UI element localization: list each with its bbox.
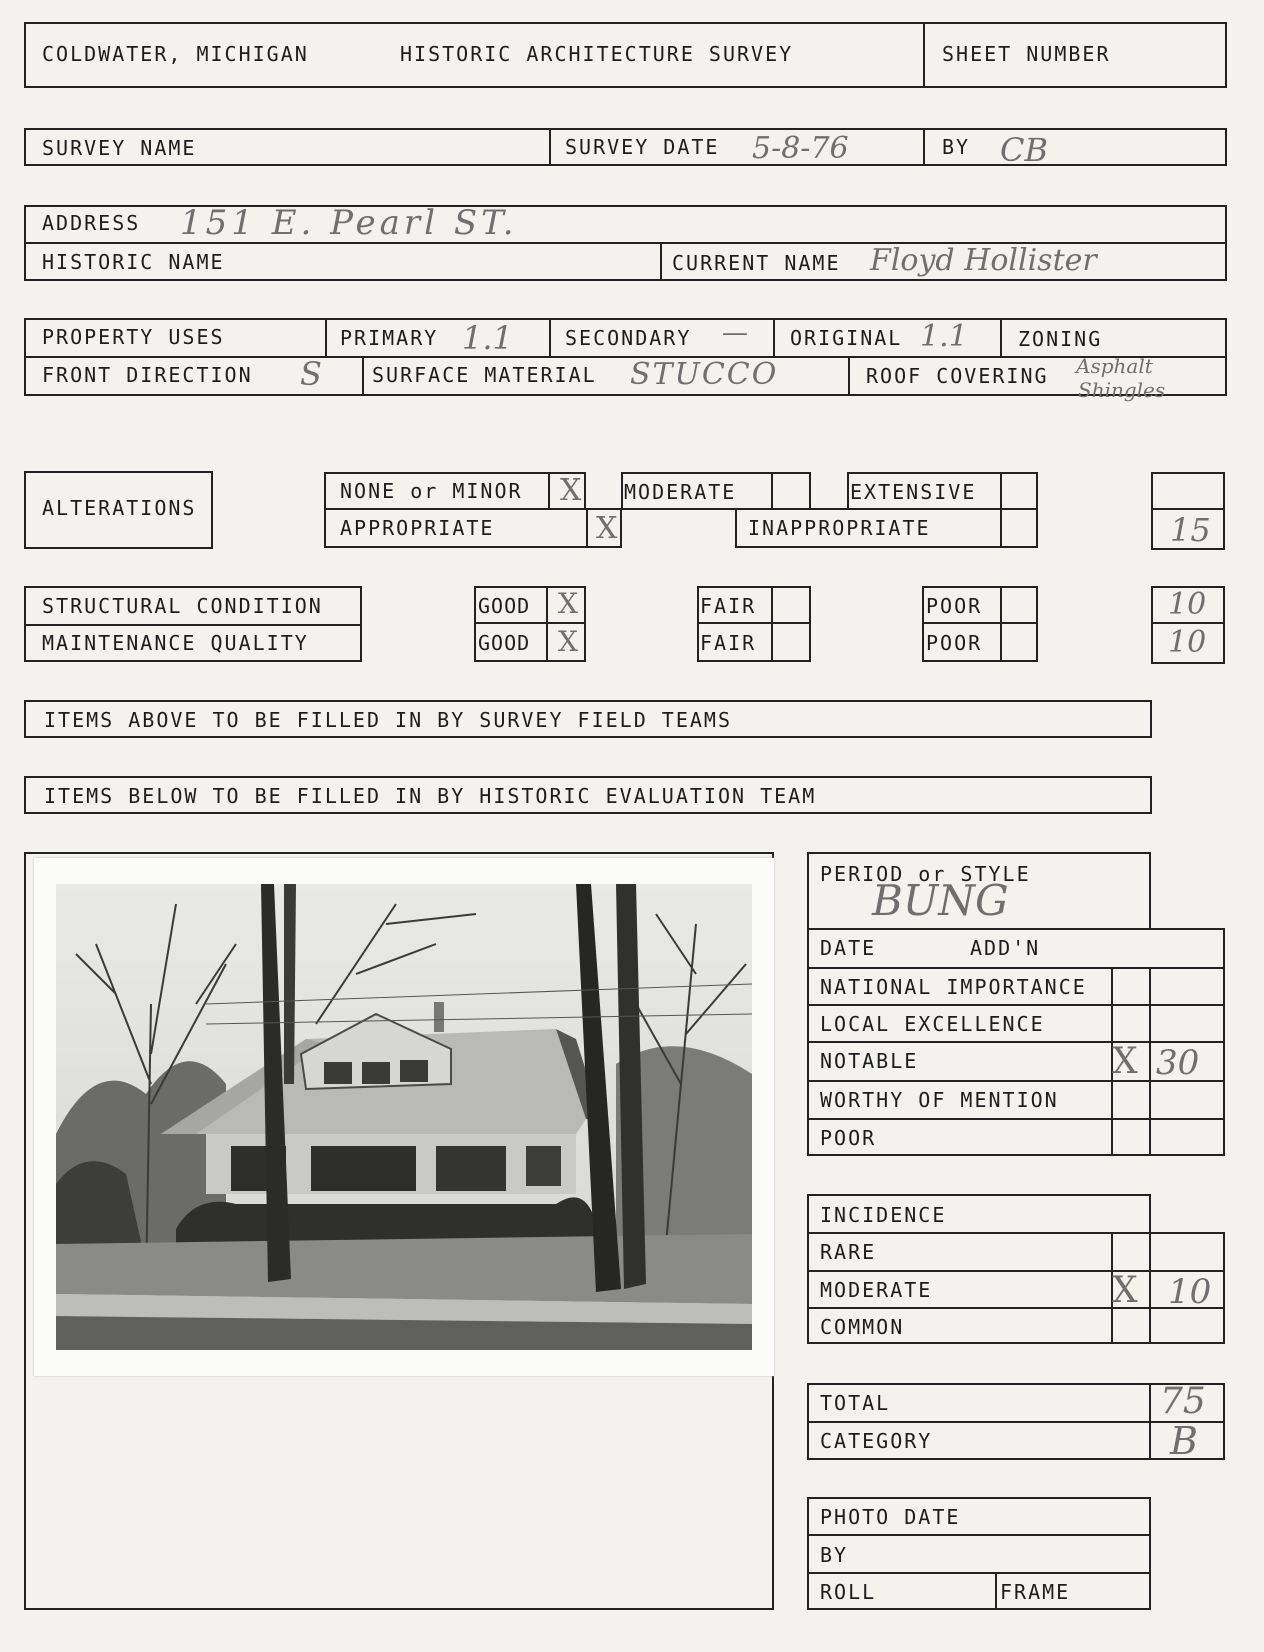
structural-fair-label: FAIR — [700, 594, 757, 618]
incidence-moderate-score: 10 — [1168, 1272, 1212, 1312]
photo-date-label: PHOTO DATE — [820, 1505, 961, 1529]
maintenance-quality-label: MAINTENANCE QUALITY — [42, 631, 309, 655]
survey-divider-1 — [549, 128, 551, 166]
structural-fair-check[interactable] — [771, 586, 811, 624]
zoning-label: ZONING — [1018, 327, 1103, 351]
roof-covering-value-2[interactable]: Shingles — [1078, 378, 1166, 402]
surface-material-value[interactable]: STUCCO — [630, 357, 779, 392]
maintenance-fair-label: FAIR — [700, 631, 757, 655]
period-label: PERIOD or STYLE — [820, 862, 1031, 886]
notable-label: NOTABLE — [820, 1049, 919, 1073]
notes-below: ITEMS BELOW TO BE FILLED IN BY HISTORIC EVALUATION TEAM — [44, 784, 817, 808]
appropriate-label: APPROPRIATE — [340, 516, 495, 540]
form-title: HISTORIC ARCHITECTURE SURVEY — [400, 42, 794, 66]
photo-info-row-1 — [807, 1534, 1151, 1536]
eval-col-2 — [1149, 967, 1151, 1156]
property-col-1 — [325, 318, 327, 356]
eval-poor-label: POOR — [820, 1126, 877, 1150]
photo-by-label: BY — [820, 1543, 849, 1567]
incidence-moderate-label: MODERATE — [820, 1278, 933, 1302]
alterations-label: ALTERATIONS — [42, 496, 197, 520]
primary-label: PRIMARY — [340, 326, 439, 350]
incidence-label: INCIDENCE — [820, 1203, 947, 1227]
property-col-6 — [848, 356, 850, 396]
property-col-4 — [1000, 318, 1002, 356]
category-value[interactable]: B — [1170, 1419, 1198, 1463]
original-label: ORIGINAL — [790, 326, 903, 350]
moderate-label: MODERATE — [624, 480, 737, 504]
notable-score: 30 — [1156, 1043, 1200, 1083]
condition-divider — [24, 624, 362, 626]
photo-info-col — [995, 1572, 997, 1610]
incidence-row-2 — [807, 1307, 1225, 1309]
survey-by-value[interactable]: CB — [1000, 131, 1048, 169]
current-name-label: CURRENT NAME — [672, 251, 841, 275]
incidence-row-1 — [807, 1270, 1225, 1272]
address-value[interactable]: 151 E. Pearl ST. — [180, 203, 518, 243]
sheet-number-label: SHEET NUMBER — [942, 42, 1111, 66]
primary-value[interactable]: 1.1 — [462, 319, 513, 357]
alterations-score-box-top — [1151, 472, 1225, 510]
structural-good-mark: X — [558, 587, 578, 620]
photo-info-row-2 — [807, 1572, 1151, 1574]
incidence-moderate-mark[interactable]: X — [1112, 1270, 1138, 1311]
original-value[interactable]: 1.1 — [920, 319, 968, 354]
none-minor-label: NONE or MINOR — [340, 479, 523, 503]
inappropriate-label: INAPPROPRIATE — [748, 516, 931, 540]
moderate-check[interactable] — [771, 472, 811, 510]
front-direction-label: FRONT DIRECTION — [42, 363, 253, 387]
national-importance-label: NATIONAL IMPORTANCE — [820, 975, 1087, 999]
survey-name-label: SURVEY NAME — [42, 136, 197, 160]
structural-score: 10 — [1168, 587, 1207, 622]
inappropriate-check[interactable] — [1000, 508, 1038, 548]
survey-divider-2 — [923, 128, 925, 166]
maintenance-score: 10 — [1168, 625, 1207, 660]
header-divider — [923, 22, 925, 88]
common-label: COMMON — [820, 1315, 905, 1339]
property-divider — [24, 356, 1227, 358]
eval-row-5 — [807, 1118, 1225, 1120]
roll-label: ROLL — [820, 1580, 877, 1604]
local-excellence-label: LOCAL EXCELLENCE — [820, 1012, 1045, 1036]
survey-by-label: BY — [942, 135, 971, 159]
survey-date-value[interactable]: 5-8-76 — [752, 131, 849, 166]
historic-name-label: HISTORIC NAME — [42, 250, 225, 274]
maintenance-good-mark: X — [558, 625, 578, 658]
notes-above: ITEMS ABOVE TO BE FILLED IN BY SURVEY FIELD TEAMS — [44, 708, 733, 732]
house-photo — [34, 858, 774, 1376]
notable-mark[interactable]: X — [1112, 1041, 1138, 1082]
total-label: TOTAL — [820, 1391, 891, 1415]
structural-good-label: GOOD — [478, 594, 531, 618]
none-minor-mark: X — [560, 473, 582, 508]
eval-row-2 — [807, 1004, 1225, 1006]
structural-condition-label: STRUCTURAL CONDITION — [42, 594, 323, 618]
property-col-2 — [549, 318, 551, 356]
category-label: CATEGORY — [820, 1429, 933, 1453]
frame-label: FRAME — [1000, 1580, 1071, 1604]
addn-label: ADD'N — [970, 936, 1041, 960]
date-label: DATE — [820, 936, 877, 960]
structural-poor-label: POOR — [926, 594, 983, 618]
secondary-label: SECONDARY — [565, 326, 692, 350]
incidence-col-2 — [1149, 1232, 1151, 1344]
period-value[interactable]: BUNG — [872, 876, 1009, 925]
front-direction-value[interactable]: S — [300, 355, 322, 393]
rare-label: RARE — [820, 1240, 877, 1264]
secondary-value[interactable]: — — [722, 318, 748, 348]
alterations-score: 15 — [1170, 511, 1211, 549]
structural-poor-check[interactable] — [1000, 586, 1038, 624]
eval-row-1 — [807, 967, 1225, 969]
maintenance-poor-check[interactable] — [1000, 622, 1038, 662]
address-label: ADDRESS — [42, 211, 141, 235]
survey-date-label: SURVEY DATE — [565, 135, 720, 159]
roof-covering-value-1[interactable]: Asphalt — [1076, 354, 1153, 378]
property-col-5 — [362, 356, 364, 396]
extensive-check[interactable] — [1000, 472, 1038, 510]
house-photo-image — [56, 884, 752, 1350]
city-label: COLDWATER, MICHIGAN — [42, 42, 309, 66]
total-value[interactable]: 75 — [1160, 1381, 1206, 1422]
surface-material-label: SURFACE MATERIAL — [372, 363, 597, 387]
appropriate-mark: X — [596, 511, 618, 546]
maintenance-poor-label: POOR — [926, 631, 983, 655]
property-uses-label: PROPERTY USES — [42, 325, 225, 349]
current-name-value[interactable]: Floyd Hollister — [870, 243, 1097, 278]
worthy-label: WORTHY OF MENTION — [820, 1088, 1059, 1112]
maintenance-fair-check[interactable] — [771, 622, 811, 662]
property-col-3 — [773, 318, 775, 356]
roof-covering-label: ROOF COVERING — [866, 364, 1049, 388]
totals-col — [1149, 1383, 1151, 1460]
current-name-divider — [660, 242, 662, 281]
maintenance-good-label: GOOD — [478, 631, 531, 655]
extensive-label: EXTENSIVE — [850, 480, 977, 504]
